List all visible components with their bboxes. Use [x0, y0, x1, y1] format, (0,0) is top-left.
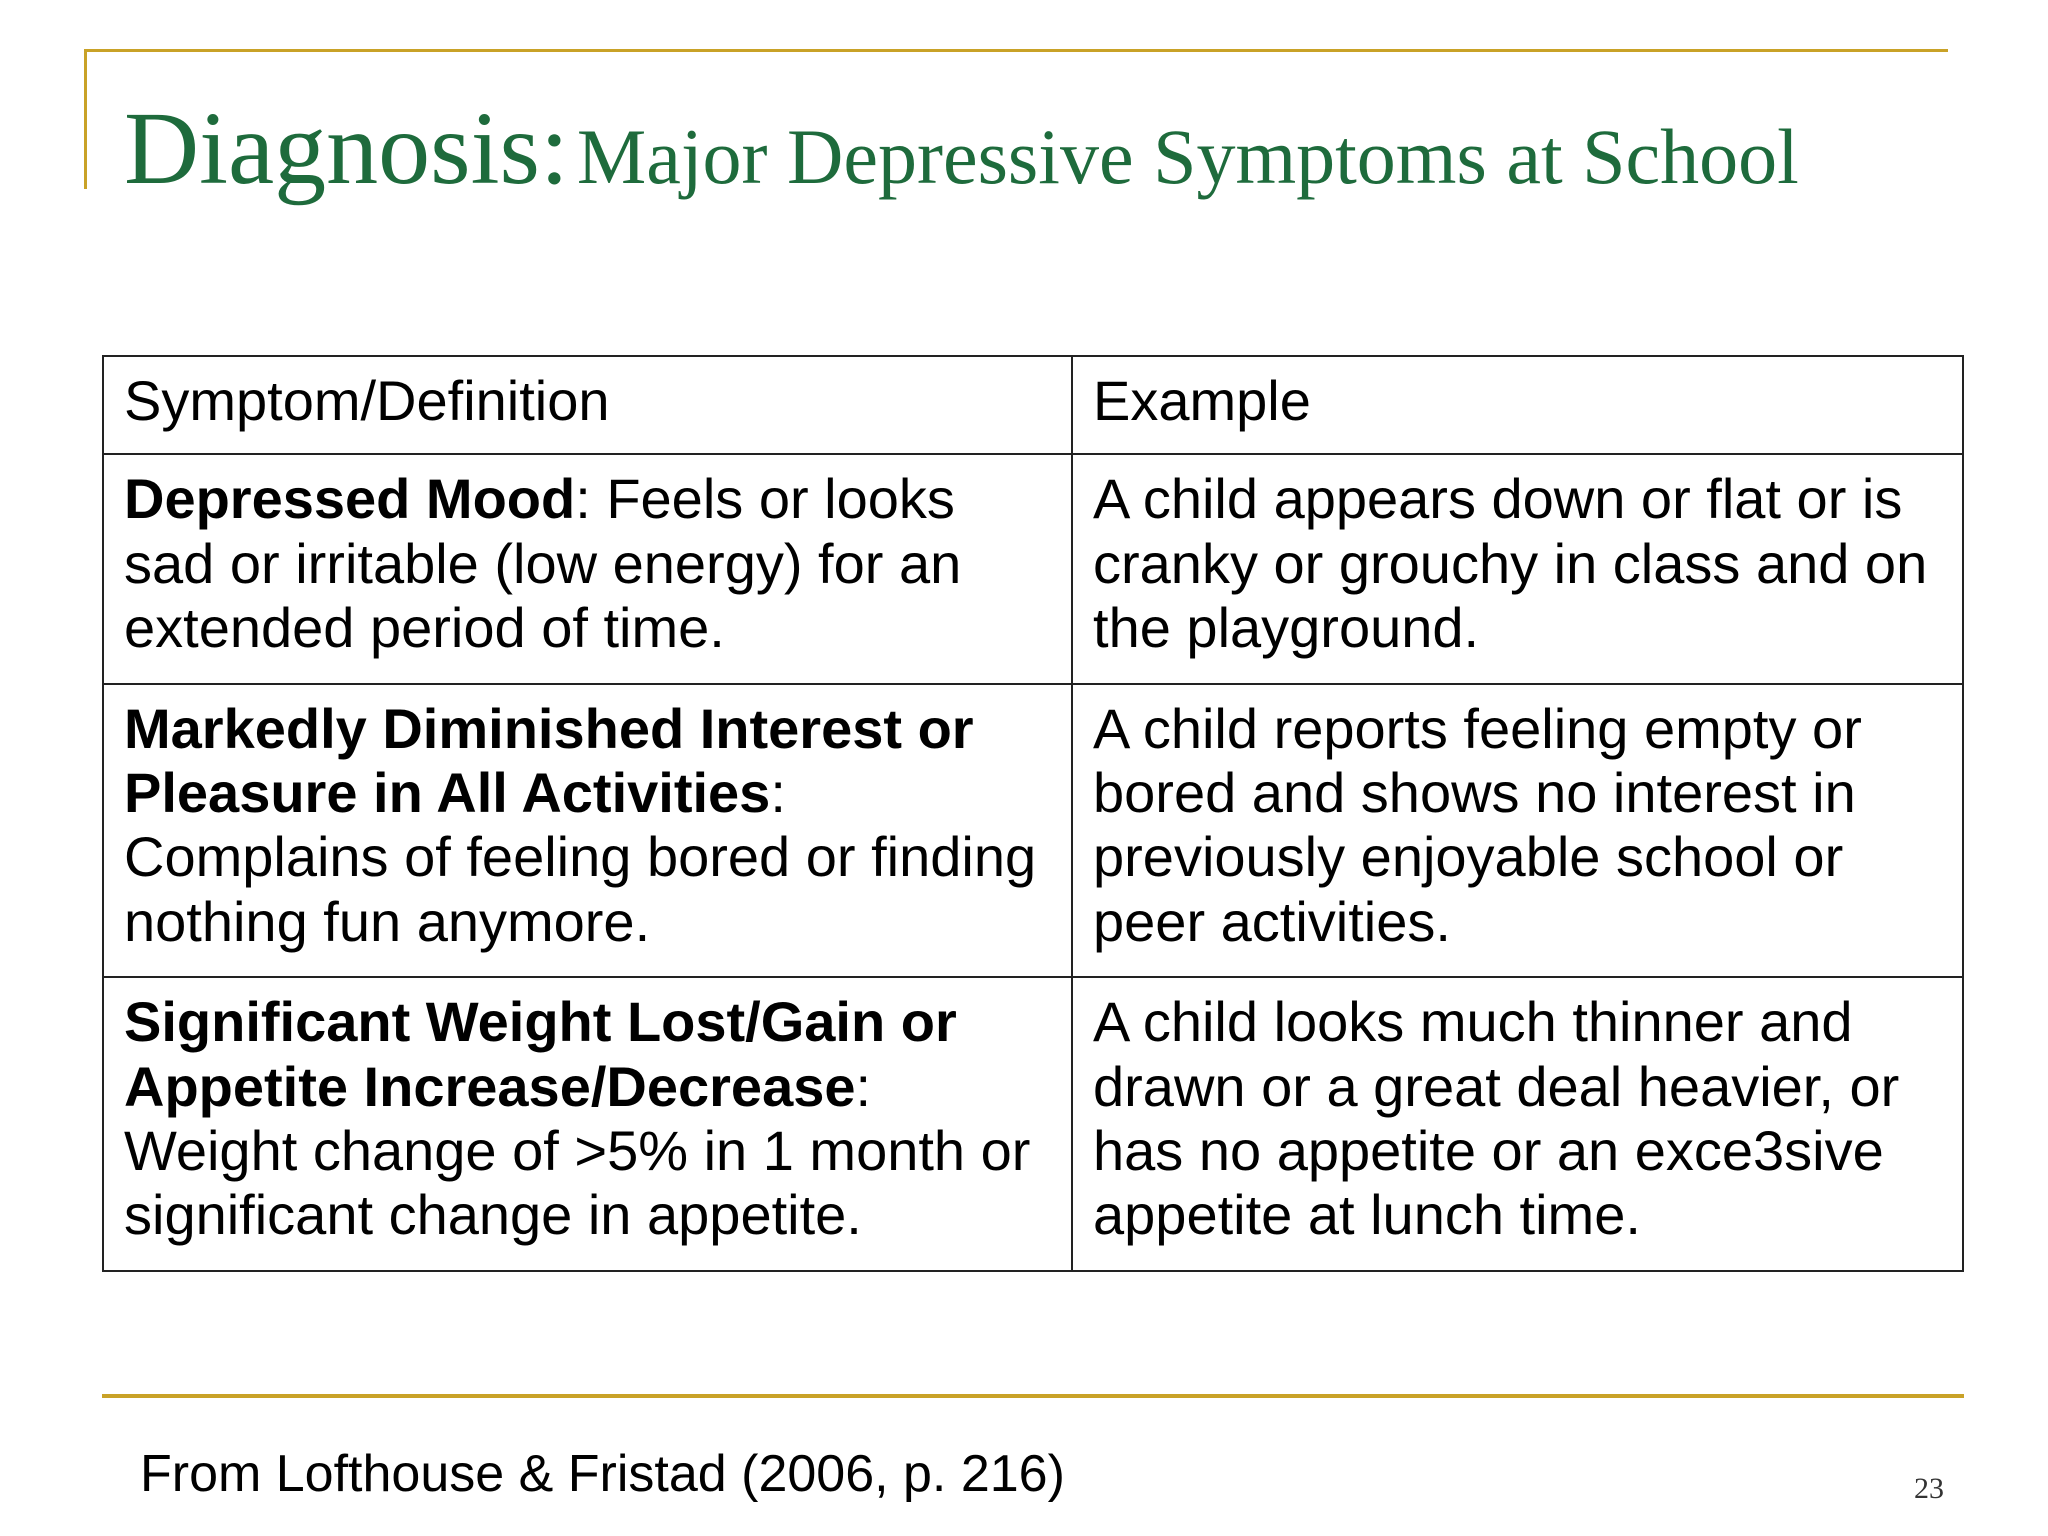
example-cell: A child looks much thinner and drawn or a great deal heavier, or has no appetite or an exce3sive appetite at lunch time. [1072, 977, 1963, 1271]
title-main: Diagnosis: [124, 91, 569, 206]
table-row [103, 977, 1963, 1271]
page-number: 23 [1914, 1472, 1944, 1505]
symptom-cell [103, 977, 1072, 1271]
left-accent-rule [84, 49, 87, 189]
symptom-definition: : Weight change of >5% in 1 month or significant change in appetite. [124, 1054, 1031, 1247]
symptom-term: Depressed Mood [124, 467, 576, 531]
example-cell: A child appears down or flat or is cranky or grouchy in class and on the playground. [1072, 454, 1963, 683]
symptom-term: Markedly Diminished Interest or Pleasure in All Activities [124, 696, 974, 824]
symptom-definition: : Feels or looks sad or irritable (low energy) for an extended period of time. [124, 467, 962, 660]
header-symptom-definition: Symptom/Definition [103, 356, 1072, 454]
source-citation: From Lofthouse & Fristad (2006, p. 216) [140, 1445, 1065, 1503]
top-accent-rule [84, 49, 1948, 52]
slide-title [124, 92, 1799, 206]
symptom-cell [103, 684, 1072, 978]
example-cell: A child reports feeling empty or bored and shows no interest in previously enjoyable school or peer activities. [1072, 684, 1963, 978]
table-header-row [103, 356, 1963, 454]
bottom-accent-rule [102, 1394, 1964, 1398]
symptom-definition: : Complains of feeling bored or finding nothing fun anymore. [124, 760, 1037, 953]
table-row [103, 684, 1963, 978]
symptom-cell [103, 454, 1072, 683]
symptom-term: Significant Weight Lost/Gain or Appetite Increase/Decrease [124, 990, 957, 1118]
table-row [103, 454, 1963, 683]
title-subtitle: Major Depressive Symptoms at School [576, 113, 1799, 200]
header-example: Example [1072, 356, 1963, 454]
symptoms-table [102, 355, 1964, 1272]
